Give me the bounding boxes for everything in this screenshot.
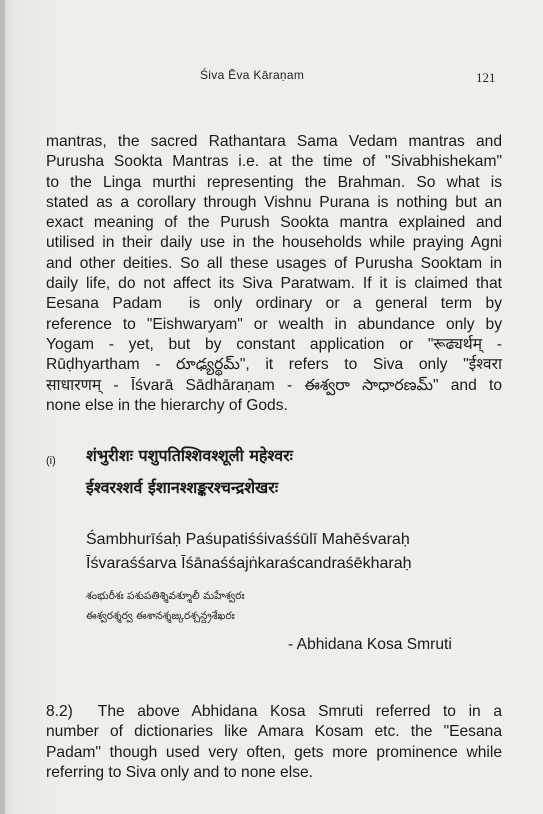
text-line: Rūḍhyartham - రూఢ్యర్థమ్", it refers to Siva only "ईश्वरा — [46, 356, 502, 374]
text-line: daily life, do not affect its Siva Paratwam. If it is claimed that — [46, 275, 502, 293]
text-line: none else in the hierarchy of Gods. — [46, 396, 288, 414]
text-line: 8.2) The above Abhidana Kosa Smruti referred to in a — [46, 703, 502, 720]
text-line: referring to Siva only and to none else. — [46, 763, 313, 781]
text-line: utilised in their daily use in the households while praying Agni — [46, 234, 502, 252]
text-line: stated as a corollary through Vishnu Purana is nothing but an — [46, 193, 502, 211]
text-line: Eesana Padam is only ordinary or a general term by — [46, 295, 502, 313]
verse-marker: (i) — [46, 455, 56, 467]
verse-telugu-line-2: ఈశ్వరశ్శర్వ ఈశానశ్శజ్కరశ్చన్ద్రశేఖరః — [86, 610, 235, 622]
verse-devanagari-line-1: शंभुरीशः पशुपतिश्शिवश्शूली महेश्वरः — [86, 446, 293, 465]
verse-telugu-line-1: శంభురీశః పశుపతిశ్శివశ్శూలీ మహేశ్వరః — [86, 590, 245, 602]
text-line: reference to "Eishwaryam" or wealth in abundance only by — [46, 315, 502, 333]
text-line: mantras, the sacred Rathantara Sama Vedam mantras and — [46, 133, 502, 150]
page-gutter — [0, 0, 5, 814]
verse-transliteration-line-2: Īśvaraśśarva Īśānaśśajṅkaraścandraśēkharaḥ — [86, 555, 412, 572]
text-line: exact meaning of the Purush Sookta mantra explained and — [46, 214, 502, 232]
verse-devanagari-line-2: ईश्वरश्शर्व ईशानश्शङ्करश्चन्द्रशेखरः — [86, 478, 279, 497]
text-line: Yogam - yet, but by constant application or "रूढ्यर्थम् - — [46, 335, 502, 353]
running-title: Śiva Ēva Kāraṇam — [200, 68, 305, 82]
verse-transliteration-line-1: Śambhurīśaḥ Paśupatiśśivaśśūlī Mahēśvaraḥ — [86, 531, 410, 548]
text-line: Purusha Sookta Mantras i.e. at the time of "Sivabhishekam" — [46, 153, 502, 171]
verse-attribution: - Abhidana Kosa Smruti — [288, 636, 452, 653]
text-line: Padam" though used very often, gets more prominence while — [46, 743, 502, 761]
text-line: and other deities. So all these usages of Purusha Sooktam in — [46, 254, 502, 272]
text-line: to the Linga murthi representing the Brahman. So what is — [46, 173, 502, 191]
page-number: 121 — [476, 70, 496, 85]
paragraph-2 — [46, 702, 502, 783]
text-line: साधारणम् - Īśvarā Sādhāraṇam - ఈశ్వరా సాధారణమ్" and to — [46, 376, 502, 394]
paragraph-1 — [46, 132, 502, 416]
text-line: number of dictionaries like Amara Kosam etc. the "Eesana — [46, 723, 502, 741]
